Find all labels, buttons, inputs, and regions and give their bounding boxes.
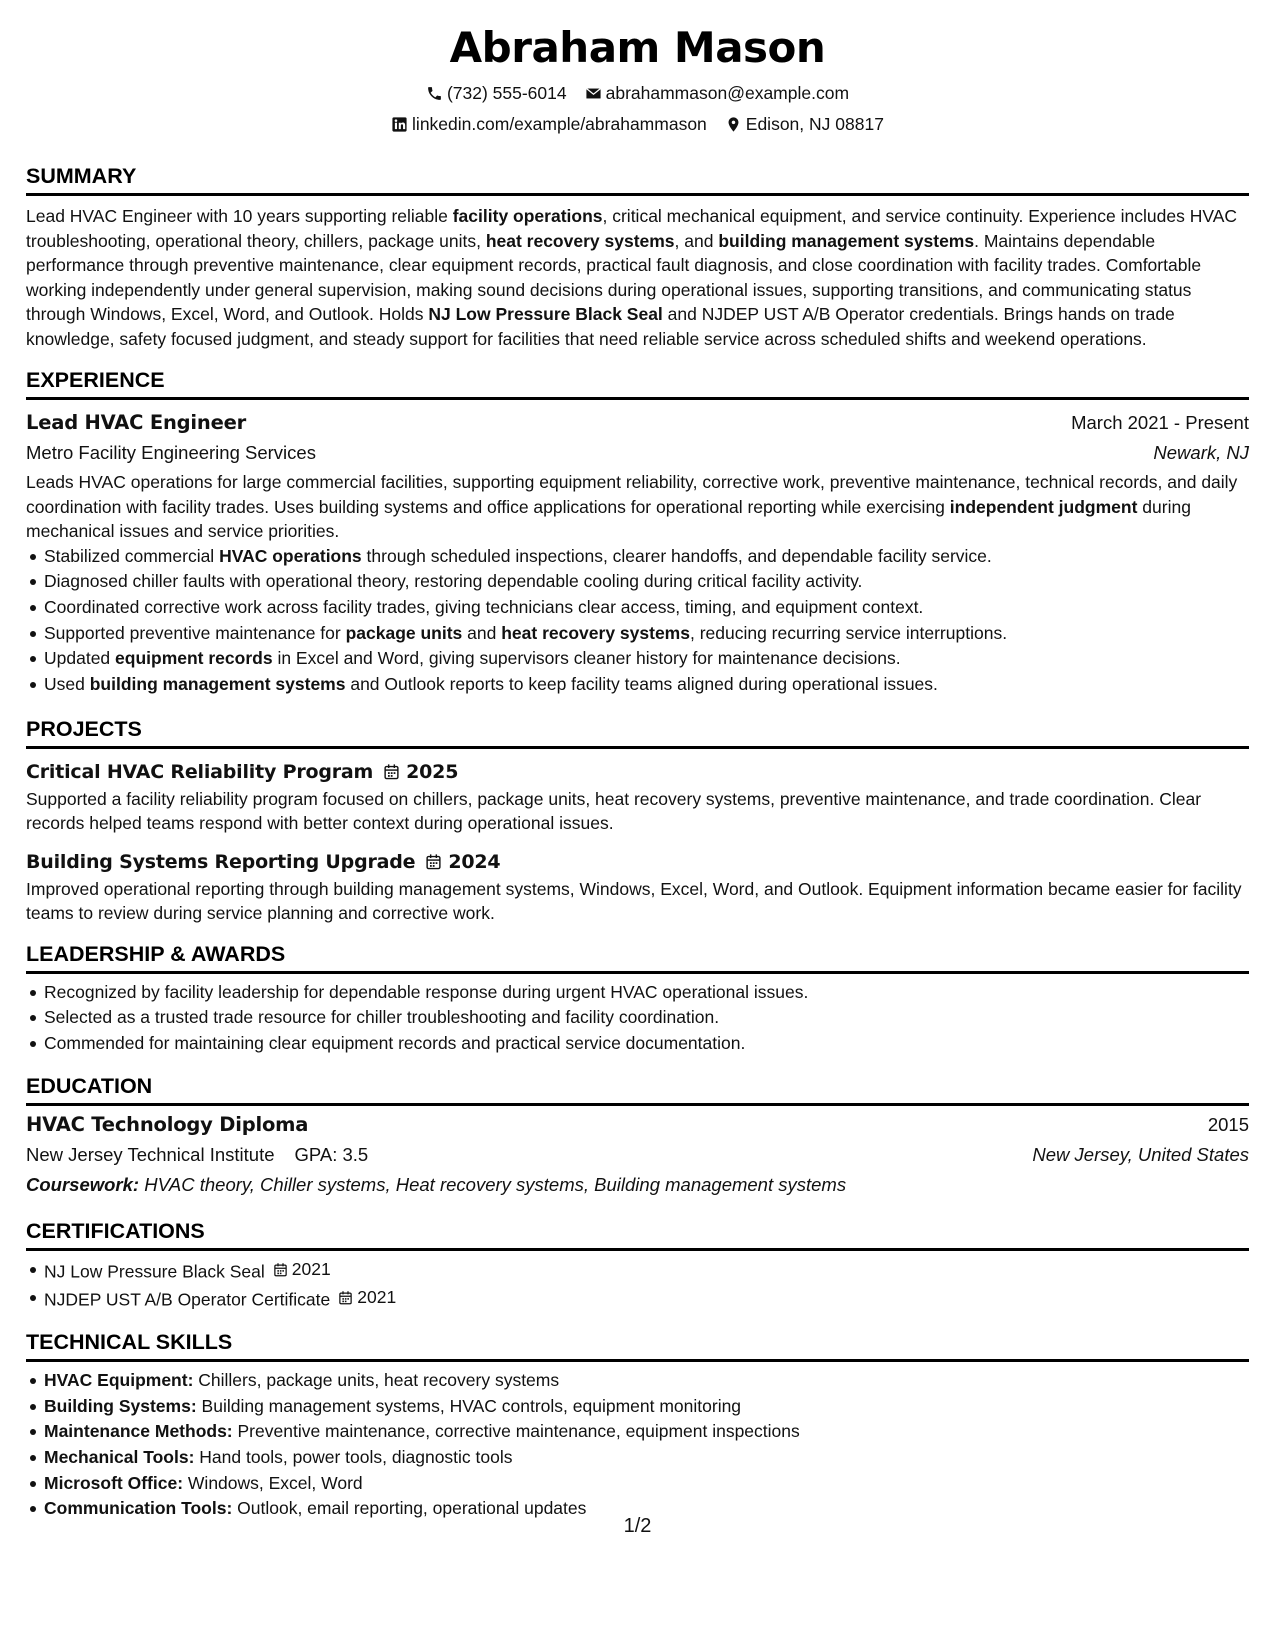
- contact-location: [725, 111, 884, 137]
- cert-1-name: NJ Low Pressure Black Seal: [44, 1261, 265, 1282]
- resume-header: [26, 20, 1249, 137]
- calendar-icon: [383, 763, 400, 780]
- skills-section: [26, 1329, 1249, 1522]
- education-section: [26, 1073, 1249, 1200]
- project-1-name: Critical HVAC Reliability Program: [26, 760, 374, 783]
- project-2-description: Improved operational reporting through building management systems, Windows, Excel, Word, and Outlook. Equipment information became easier for facility teams to review during service planning and corrective work.: [26, 878, 1242, 923]
- skills-list: [26, 1368, 1249, 1522]
- project-2-date: [425, 847, 500, 877]
- project-1-year: 2025: [406, 760, 459, 783]
- skills-heading: TECHNICAL SKILLS: [26, 1329, 1249, 1362]
- leadership-bullets: [26, 980, 1249, 1057]
- education-school: New Jersey Technical Institute: [26, 1143, 275, 1165]
- certifications-list: [26, 1257, 1249, 1313]
- linkedin-icon: [391, 116, 408, 133]
- projects-heading: PROJECTS: [26, 716, 1249, 749]
- project-1-description: Supported a facility reliability program focused on chillers, package units, heat recovery systems, preventive maintenance, and trade coordination. Clear records helped teams respond with better context during operational issues.: [26, 788, 1202, 833]
- certifications-section: [26, 1218, 1249, 1313]
- leadership-heading: LEADERSHIP & AWARDS: [26, 941, 1249, 974]
- list-item: Diagnosed chiller faults with operational theory, restoring dependable cooling during critical facility activity.: [26, 569, 1249, 595]
- location-text: Edison, NJ 08817: [745, 114, 884, 134]
- contact-linkedin[interactable]: [391, 111, 707, 137]
- education-coursework: [26, 1170, 1249, 1200]
- leadership-section: [26, 941, 1249, 1057]
- phone-text: (732) 555-6014: [446, 83, 567, 103]
- phone-icon: [426, 85, 443, 102]
- calendar-icon: [425, 853, 442, 870]
- experience-section: [26, 367, 1249, 698]
- education-degree: HVAC Technology Diploma: [26, 1112, 309, 1136]
- job-dates: March 2021 - Present: [1071, 412, 1249, 433]
- coursework-label: Coursework:: [26, 1173, 140, 1195]
- list-item: Stabilized commercial HVAC operations through scheduled inspections, clearer handoffs, and dependable facility service.: [26, 544, 1249, 570]
- list-item: [26, 1285, 1249, 1313]
- contact-row-1: [26, 80, 1249, 106]
- job-title-row: [26, 408, 1249, 438]
- cert-2-name: NJDEP UST A/B Operator Certificate: [44, 1289, 331, 1310]
- cert-2-date: 2021: [338, 1285, 396, 1311]
- list-item: Commended for maintaining clear equipment records and practical service documentation.: [26, 1031, 1249, 1057]
- cert-1-date: 2021: [273, 1257, 331, 1283]
- email-text[interactable]: abrahammason@example.com: [605, 83, 850, 103]
- summary-heading: SUMMARY: [26, 163, 1249, 196]
- list-item: Selected as a trusted trade resource for chiller troubleshooting and facility coordination.: [26, 1005, 1249, 1031]
- list-item: HVAC Equipment: Chillers, package units, heat recovery systems: [26, 1368, 1249, 1394]
- education-location: New Jersey, United States: [1032, 1143, 1249, 1165]
- list-item: Communication Tools: Outlook, email reporting, operational updates: [26, 1496, 1249, 1522]
- job-company: Metro Facility Engineering Services: [26, 442, 316, 463]
- projects-section: [26, 716, 1249, 925]
- experience-heading: EXPERIENCE: [26, 367, 1249, 400]
- education-school-row: [26, 1140, 1249, 1170]
- project-1-date: [383, 757, 458, 787]
- calendar-icon: [273, 1262, 288, 1277]
- list-item: Coordinated corrective work across facility trades, giving technicians clear access, timing, and equipment context.: [26, 595, 1249, 621]
- project-2-year: 2024: [448, 850, 501, 873]
- job-location: Newark, NJ: [1153, 442, 1249, 463]
- list-item: Supported preventive maintenance for package units and heat recovery systems, reducing recurring service interruptions.: [26, 621, 1249, 647]
- list-item: Building Systems: Building management systems, HVAC controls, equipment monitoring: [26, 1394, 1249, 1420]
- education-school-wrap: [26, 1140, 368, 1170]
- project-2-name: Building Systems Reporting Upgrade: [26, 850, 416, 873]
- summary-text: Lead HVAC Engineer with 10 years supporting reliable facility operations, critical mechanical equipment, and service continuity. Experience includes HVAC troubleshooting, operational theory, chillers, package units, heat recovery systems, and building management systems. Maintains dependable performance through preventive maintenance, clear equipment records, practical fault diagnosis, and close coordination with facility trades. Comfortable working independently under general supervision, making sound decisions during operational issues, supporting transitions, and communicating status through Windows, Excel, Word, and Outlook. Holds NJ Low Pressure Black Seal and NJDEP UST A/B Operator credentials. Brings hands on trade knowledge, safety focused judgment, and steady support for facilities that need reliable service across scheduled shifts and weekend operations.: [26, 206, 1238, 349]
- contact-email[interactable]: [585, 80, 849, 106]
- list-item: [26, 1257, 1249, 1285]
- candidate-name: Abraham Mason: [449, 23, 826, 72]
- map-pin-icon: [725, 116, 742, 133]
- job-bullets: [26, 544, 1249, 698]
- project-1-header: [26, 757, 1249, 787]
- education-heading: EDUCATION: [26, 1073, 1249, 1106]
- page-number: 1/2: [623, 1515, 652, 1537]
- summary-section: [26, 163, 1249, 351]
- list-item: Used building management systems and Outlook reports to keep facility teams aligned during operational issues.: [26, 672, 1249, 698]
- education-year: 2015: [1207, 1113, 1249, 1135]
- list-item: Mechanical Tools: Hand tools, power tools, diagnostic tools: [26, 1445, 1249, 1471]
- linkedin-text[interactable]: linkedin.com/example/abrahammason: [412, 114, 707, 134]
- job-description: Leads HVAC operations for large commercial facilities, supporting equipment reliability, corrective work, preventive maintenance, technical records, and daily coordination with facility trades. Uses building systems and office applications for operational reporting while exercising independent judgment during mechanical issues and service priorities.: [26, 472, 1238, 541]
- contact-phone: [426, 80, 567, 106]
- education-gpa: GPA: 3.5: [294, 1143, 369, 1165]
- certifications-heading: CERTIFICATIONS: [26, 1218, 1249, 1251]
- project-2-header: [26, 847, 1249, 877]
- list-item: Maintenance Methods: Preventive maintenance, corrective maintenance, equipment inspections: [26, 1419, 1249, 1445]
- calendar-icon: [338, 1290, 353, 1305]
- envelope-icon: [585, 85, 602, 102]
- list-item: Recognized by facility leadership for dependable response during urgent HVAC operational issues.: [26, 980, 1249, 1006]
- coursework-text: HVAC theory, Chiller systems, Heat recovery systems, Building management systems: [139, 1173, 847, 1195]
- contact-row-2: [26, 111, 1249, 137]
- list-item: Updated equipment records in Excel and Word, giving supervisors cleaner history for maintenance decisions.: [26, 646, 1249, 672]
- job-title: Lead HVAC Engineer: [26, 411, 247, 434]
- list-item: Microsoft Office: Windows, Excel, Word: [26, 1471, 1249, 1497]
- job-company-row: [26, 438, 1249, 468]
- education-degree-row: [26, 1110, 1249, 1140]
